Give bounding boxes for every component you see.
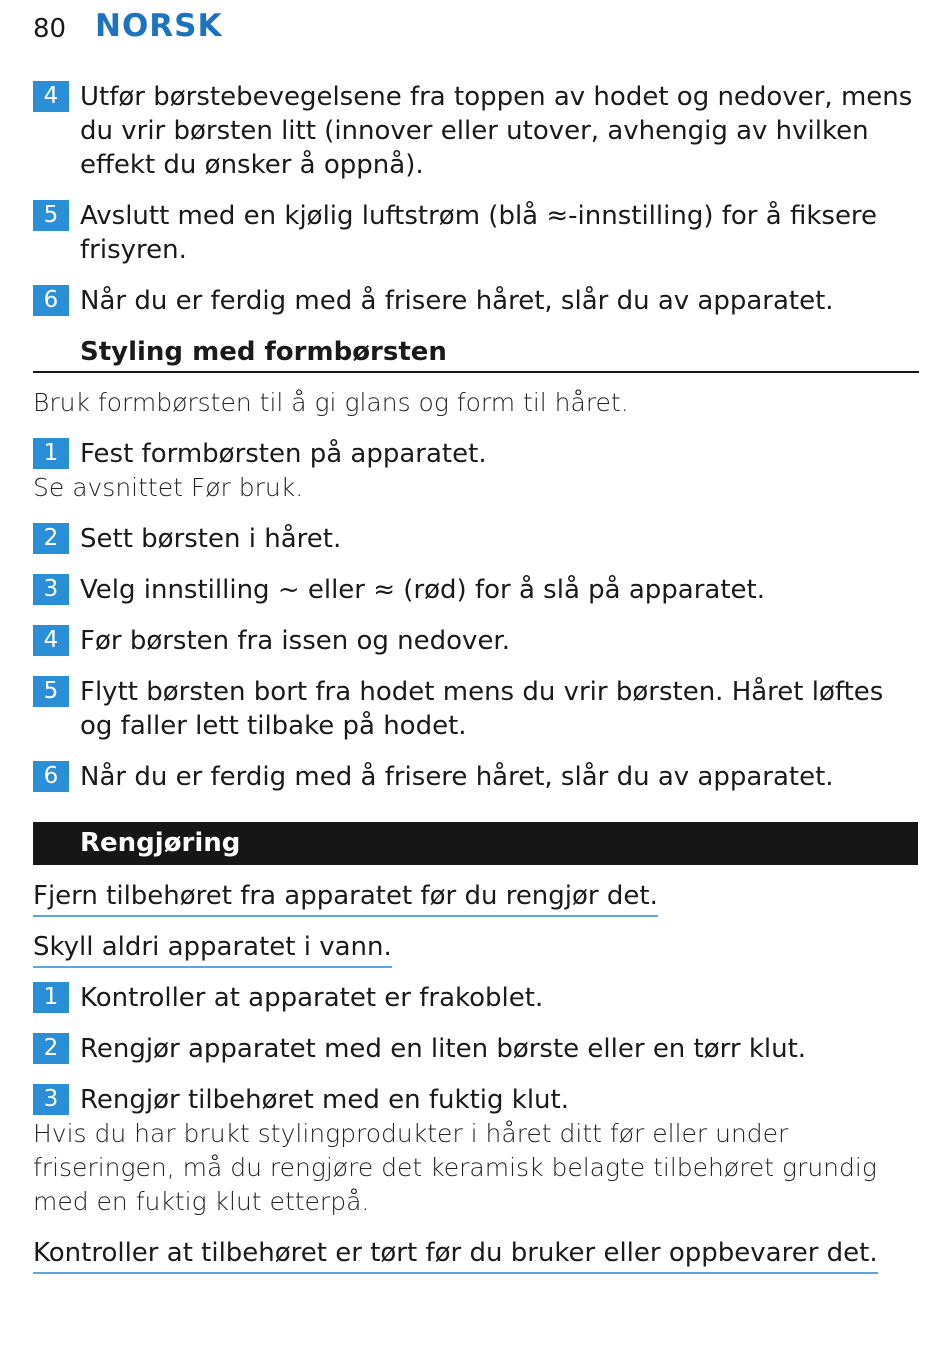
step-item bbox=[33, 981, 918, 1015]
step-item bbox=[33, 522, 918, 556]
step-text: Fest formbørsten på apparatet. bbox=[80, 439, 487, 469]
styling-heading bbox=[33, 335, 919, 373]
step-item bbox=[33, 437, 918, 471]
styling-intro: Bruk formbørsten til å gi glans og form til håret. bbox=[33, 388, 629, 417]
step-item bbox=[33, 1083, 918, 1117]
step-number-badge: 3 bbox=[33, 574, 69, 605]
warning-dry-before-use: Kontroller at tilbehøret er tørt før du bruker eller oppbevarer det. bbox=[33, 1236, 878, 1274]
step-number-badge: 4 bbox=[33, 625, 69, 656]
step-number-badge: 6 bbox=[33, 285, 69, 316]
warning-text bbox=[33, 1236, 878, 1274]
step-item bbox=[33, 80, 918, 182]
warning-text bbox=[33, 879, 658, 917]
step-text: Når du er ferdig med å frisere håret, slår du av apparatet. bbox=[80, 286, 834, 316]
step-text: Når du er ferdig med å frisere håret, slår du av apparatet. bbox=[80, 762, 834, 792]
step-note: Hvis du har brukt stylingprodukter i håret ditt før eller under friseringen, må du rengjøre det keramisk belagte tilbehøret grundig med en fuktig klut etterpå. bbox=[33, 1119, 877, 1216]
styling-heading-text: Styling med formbørsten bbox=[80, 337, 447, 367]
step-number-badge: 5 bbox=[33, 676, 69, 707]
step-number-badge: 2 bbox=[33, 1033, 69, 1064]
step-text: Avslutt med en kjølig luftstrøm (blå ≈-innstilling) for å fiksere frisyren. bbox=[80, 201, 878, 265]
step-number-badge: 1 bbox=[33, 438, 69, 469]
step-text: Sett børsten i håret. bbox=[80, 524, 342, 554]
step-item bbox=[33, 675, 918, 743]
step-text: Flytt børsten bort fra hodet mens du vrir børsten. Håret løftes og faller lett tilbake på hodet. bbox=[80, 677, 884, 741]
step-number-badge: 6 bbox=[33, 761, 69, 792]
step-item bbox=[33, 624, 918, 658]
step-text: Velg innstilling ~ eller ≈ (rød) for å slå på apparatet. bbox=[80, 575, 765, 605]
language-title: NORSK bbox=[95, 8, 223, 44]
step-number-badge: 2 bbox=[33, 523, 69, 554]
step-text: Rengjør apparatet med en liten børste eller en tørr klut. bbox=[80, 1034, 807, 1064]
warning-remove-accessories: Fjern tilbehøret fra apparatet før du rengjør det. bbox=[33, 879, 658, 917]
step-text: Utfør børstebevegelsene fra toppen av hodet og nedover, mens du vrir børsten litt (innover eller utover, avhengig av hvilken effekt du ønsker å oppnå). bbox=[80, 82, 913, 180]
step-item bbox=[33, 199, 918, 267]
step-text: Kontroller at apparatet er frakoblet. bbox=[80, 983, 544, 1013]
step-number-badge: 3 bbox=[33, 1084, 69, 1115]
step-item bbox=[33, 1032, 918, 1066]
step-item bbox=[33, 760, 918, 794]
step-number-badge: 1 bbox=[33, 982, 69, 1013]
step-number-badge: 4 bbox=[33, 81, 69, 112]
step-text: Rengjør tilbehøret med en fuktig klut. bbox=[80, 1085, 569, 1115]
step-item bbox=[33, 573, 918, 607]
warning-text bbox=[33, 930, 392, 968]
step-number-badge: 5 bbox=[33, 200, 69, 231]
cleaning-section-banner bbox=[33, 822, 918, 865]
page-number: 80 bbox=[33, 14, 67, 44]
step-item bbox=[33, 284, 918, 318]
warning-no-water: Skyll aldri apparatet i vann. bbox=[33, 930, 392, 968]
step-note: Se avsnittet Før bruk. bbox=[33, 473, 304, 502]
step-text: Før børsten fra issen og nedover. bbox=[80, 626, 511, 656]
cleaning-heading: Rengjøring bbox=[80, 828, 241, 858]
